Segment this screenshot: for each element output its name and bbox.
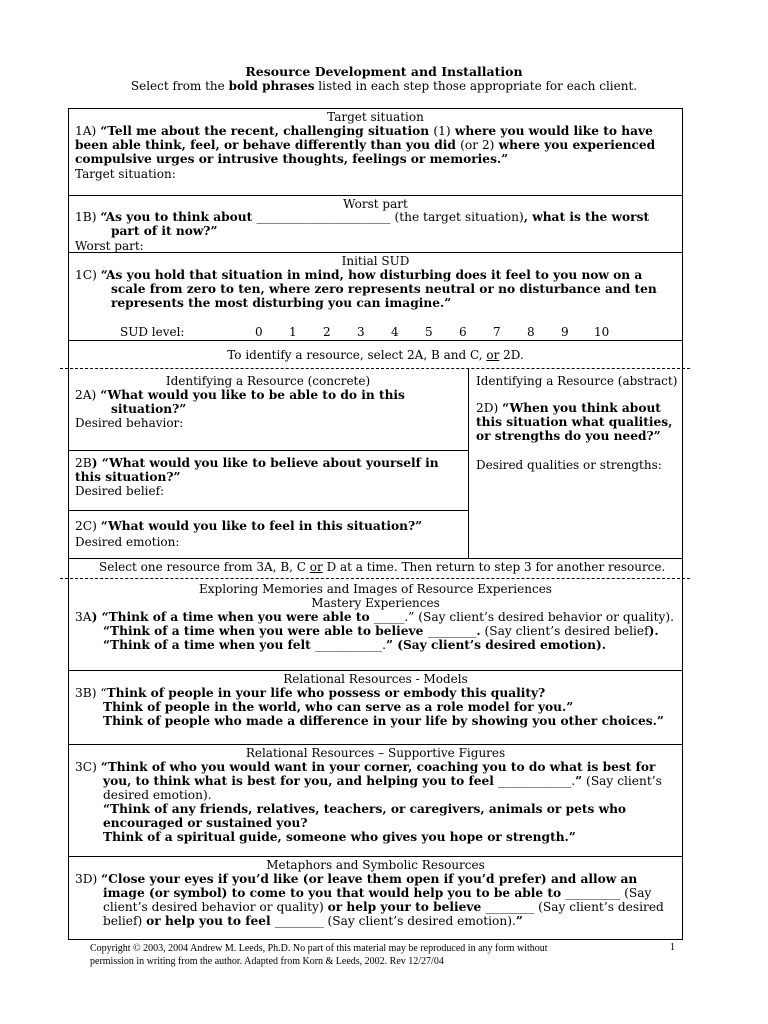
- sud-scale-value: 6: [459, 325, 467, 339]
- divider: [68, 670, 683, 671]
- cut-line: [60, 368, 690, 369]
- cut-line: [60, 578, 690, 579]
- divider: [68, 856, 683, 857]
- page-number: 1: [670, 942, 675, 953]
- sud-scale-value: 2: [323, 325, 331, 339]
- supportive-line-6: Think of a spiritual guide, someone who gives you hope or strength.”: [103, 830, 576, 844]
- sud-scale-value: 10: [594, 325, 610, 339]
- question-1b-cont: part of it now?”: [111, 224, 218, 238]
- section-header-mastery: Mastery Experiences: [311, 596, 440, 610]
- section-header-worst: Worst part: [343, 197, 408, 211]
- supportive-line-3: desired emotion).: [103, 788, 212, 802]
- question-2d: 2D) “When you think about: [476, 401, 661, 415]
- page-subtitle: Select from the bold phrases listed in each step those appropriate for each client.: [130, 79, 638, 93]
- sud-scale-value: 0: [255, 325, 263, 339]
- worst-part-label: Worst part:: [75, 239, 144, 253]
- desired-belief-label: Desired belief:: [75, 484, 165, 498]
- sud-scale-value: 1: [289, 325, 297, 339]
- divider: [68, 510, 468, 511]
- sud-scale-value: 4: [391, 325, 399, 339]
- divider: [68, 195, 683, 196]
- page-title: Resource Development and Installation: [245, 64, 523, 79]
- question-1b: 1B) “As you to think about ______________________ (the target situation), what is the worst: [75, 210, 650, 224]
- divider: [68, 744, 683, 745]
- supportive-line-2: you, to think what is best for you, and helping you to feel ____________.” (Say client’s: [103, 774, 662, 788]
- target-situation-label: Target situation:: [75, 167, 176, 181]
- section-header-sud: Initial SUD: [341, 254, 410, 268]
- question-2c: 2C) “What would you like to feel in this situation?”: [75, 519, 423, 533]
- sud-scale-value: 5: [425, 325, 433, 339]
- metaphor-line-2: image (or symbol) to come to you that would help you to be able to _________ (Say: [103, 886, 652, 900]
- models-line-2: Think of people in the world, who can serve as a role model for you.”: [103, 700, 574, 714]
- metaphor-line-3: client’s desired behavior or quality) or help your to believe ________ (Say client’s desired: [103, 900, 664, 914]
- sud-level-label: SUD level:: [120, 325, 185, 339]
- metaphor-line-4: belief) or help you to feel ________ (Say client’s desired emotion).”: [103, 914, 523, 928]
- section-header-metaphors: Metaphors and Symbolic Resources: [266, 858, 485, 872]
- question-2a-cont: situation?”: [111, 402, 187, 416]
- select-one-instruction: Select one resource from 3A, B, C or D at a time. Then return to step 3 for another resource.: [99, 560, 666, 574]
- models-line-1: 3B) “Think of people in your life who possess or embody this quality?: [75, 686, 546, 700]
- divider: [68, 450, 468, 451]
- question-1c: 1C) “As you hold that situation in mind, how disturbing does it feel to you now on a: [75, 268, 643, 282]
- models-line-3: Think of people who made a difference in your life by showing you other choices.”: [103, 714, 664, 728]
- question-2d-line3: or strengths do you need?”: [476, 429, 661, 443]
- question-2d-line2: this situation what qualities,: [476, 415, 673, 429]
- sud-scale-value: 9: [561, 325, 569, 339]
- supportive-line-5: encouraged or sustained you?: [103, 816, 308, 830]
- section-header-abstract: Identifying a Resource (abstract): [476, 374, 678, 388]
- supportive-line-4: “Think of any friends, relatives, teachers, or caregivers, animals or pets who: [103, 802, 627, 816]
- section-header-supportive: Relational Resources – Supportive Figures: [245, 746, 506, 760]
- desired-behavior-label: Desired behavior:: [75, 416, 184, 430]
- desired-emotion-label: Desired emotion:: [75, 535, 180, 549]
- sud-scale-value: 7: [493, 325, 501, 339]
- divider: [68, 558, 683, 559]
- identify-instruction: To identify a resource, select 2A, B and C, or 2D.: [227, 348, 524, 362]
- question-2a: 2A) “What would you like to be able to do in this: [75, 388, 405, 402]
- supportive-line-1: 3C) “Think of who you would want in your corner, coaching you to do what is best for: [75, 760, 656, 774]
- section-header-target: Target situation: [327, 110, 424, 124]
- mastery-line-2: “Think of a time when you were able to believe ________. (Say client’s desired belief).: [103, 624, 659, 638]
- sud-scale-value: 8: [527, 325, 535, 339]
- section-header-exploring: Exploring Memories and Images of Resource Experiences: [199, 582, 552, 596]
- question-1a: 1A) “Tell me about the recent, challenging situation (1) where you would like to have been able think, feel, or behave differently than you did (or 2) where you experienced compulsive urges or intrusive thoughts, feelings or memories.”: [75, 124, 656, 166]
- mastery-line-1: 3A) “Think of a time when you were able to _____.” (Say client’s desired behavior or quality).: [75, 610, 674, 624]
- section-header-models: Relational Resources - Models: [283, 672, 468, 686]
- divider: [68, 252, 683, 253]
- desired-qualities-label: Desired qualities or strengths:: [476, 458, 662, 472]
- metaphor-line-1: 3D) “Close your eyes if you’d like (or leave them open if you’d prefer) and allow an: [75, 872, 638, 886]
- copyright-footer: Copyright © 2003, 2004 Andrew M. Leeds, Ph.D. No part of this material may be reproduced in any form without permission in writing from the author. Adapted from Korn & Leeds, 2002. Rev 12/27/04: [90, 943, 548, 967]
- column-divider: [468, 369, 469, 558]
- question-2b-cont: this situation?”: [75, 470, 181, 484]
- mastery-line-3: “Think of a time when you felt ___________.” (Say client’s desired emotion).: [103, 638, 607, 652]
- question-1c-line2: scale from zero to ten, where zero represents neutral or no disturbance and ten: [111, 282, 657, 296]
- section-header-concrete: Identifying a Resource (concrete): [165, 374, 371, 388]
- question-2b: 2B) “What would you like to believe about yourself in: [75, 456, 439, 470]
- divider: [68, 340, 683, 341]
- question-1c-line3: represents the most disturbing you can imagine.”: [111, 296, 452, 310]
- sud-scale-value: 3: [357, 325, 365, 339]
